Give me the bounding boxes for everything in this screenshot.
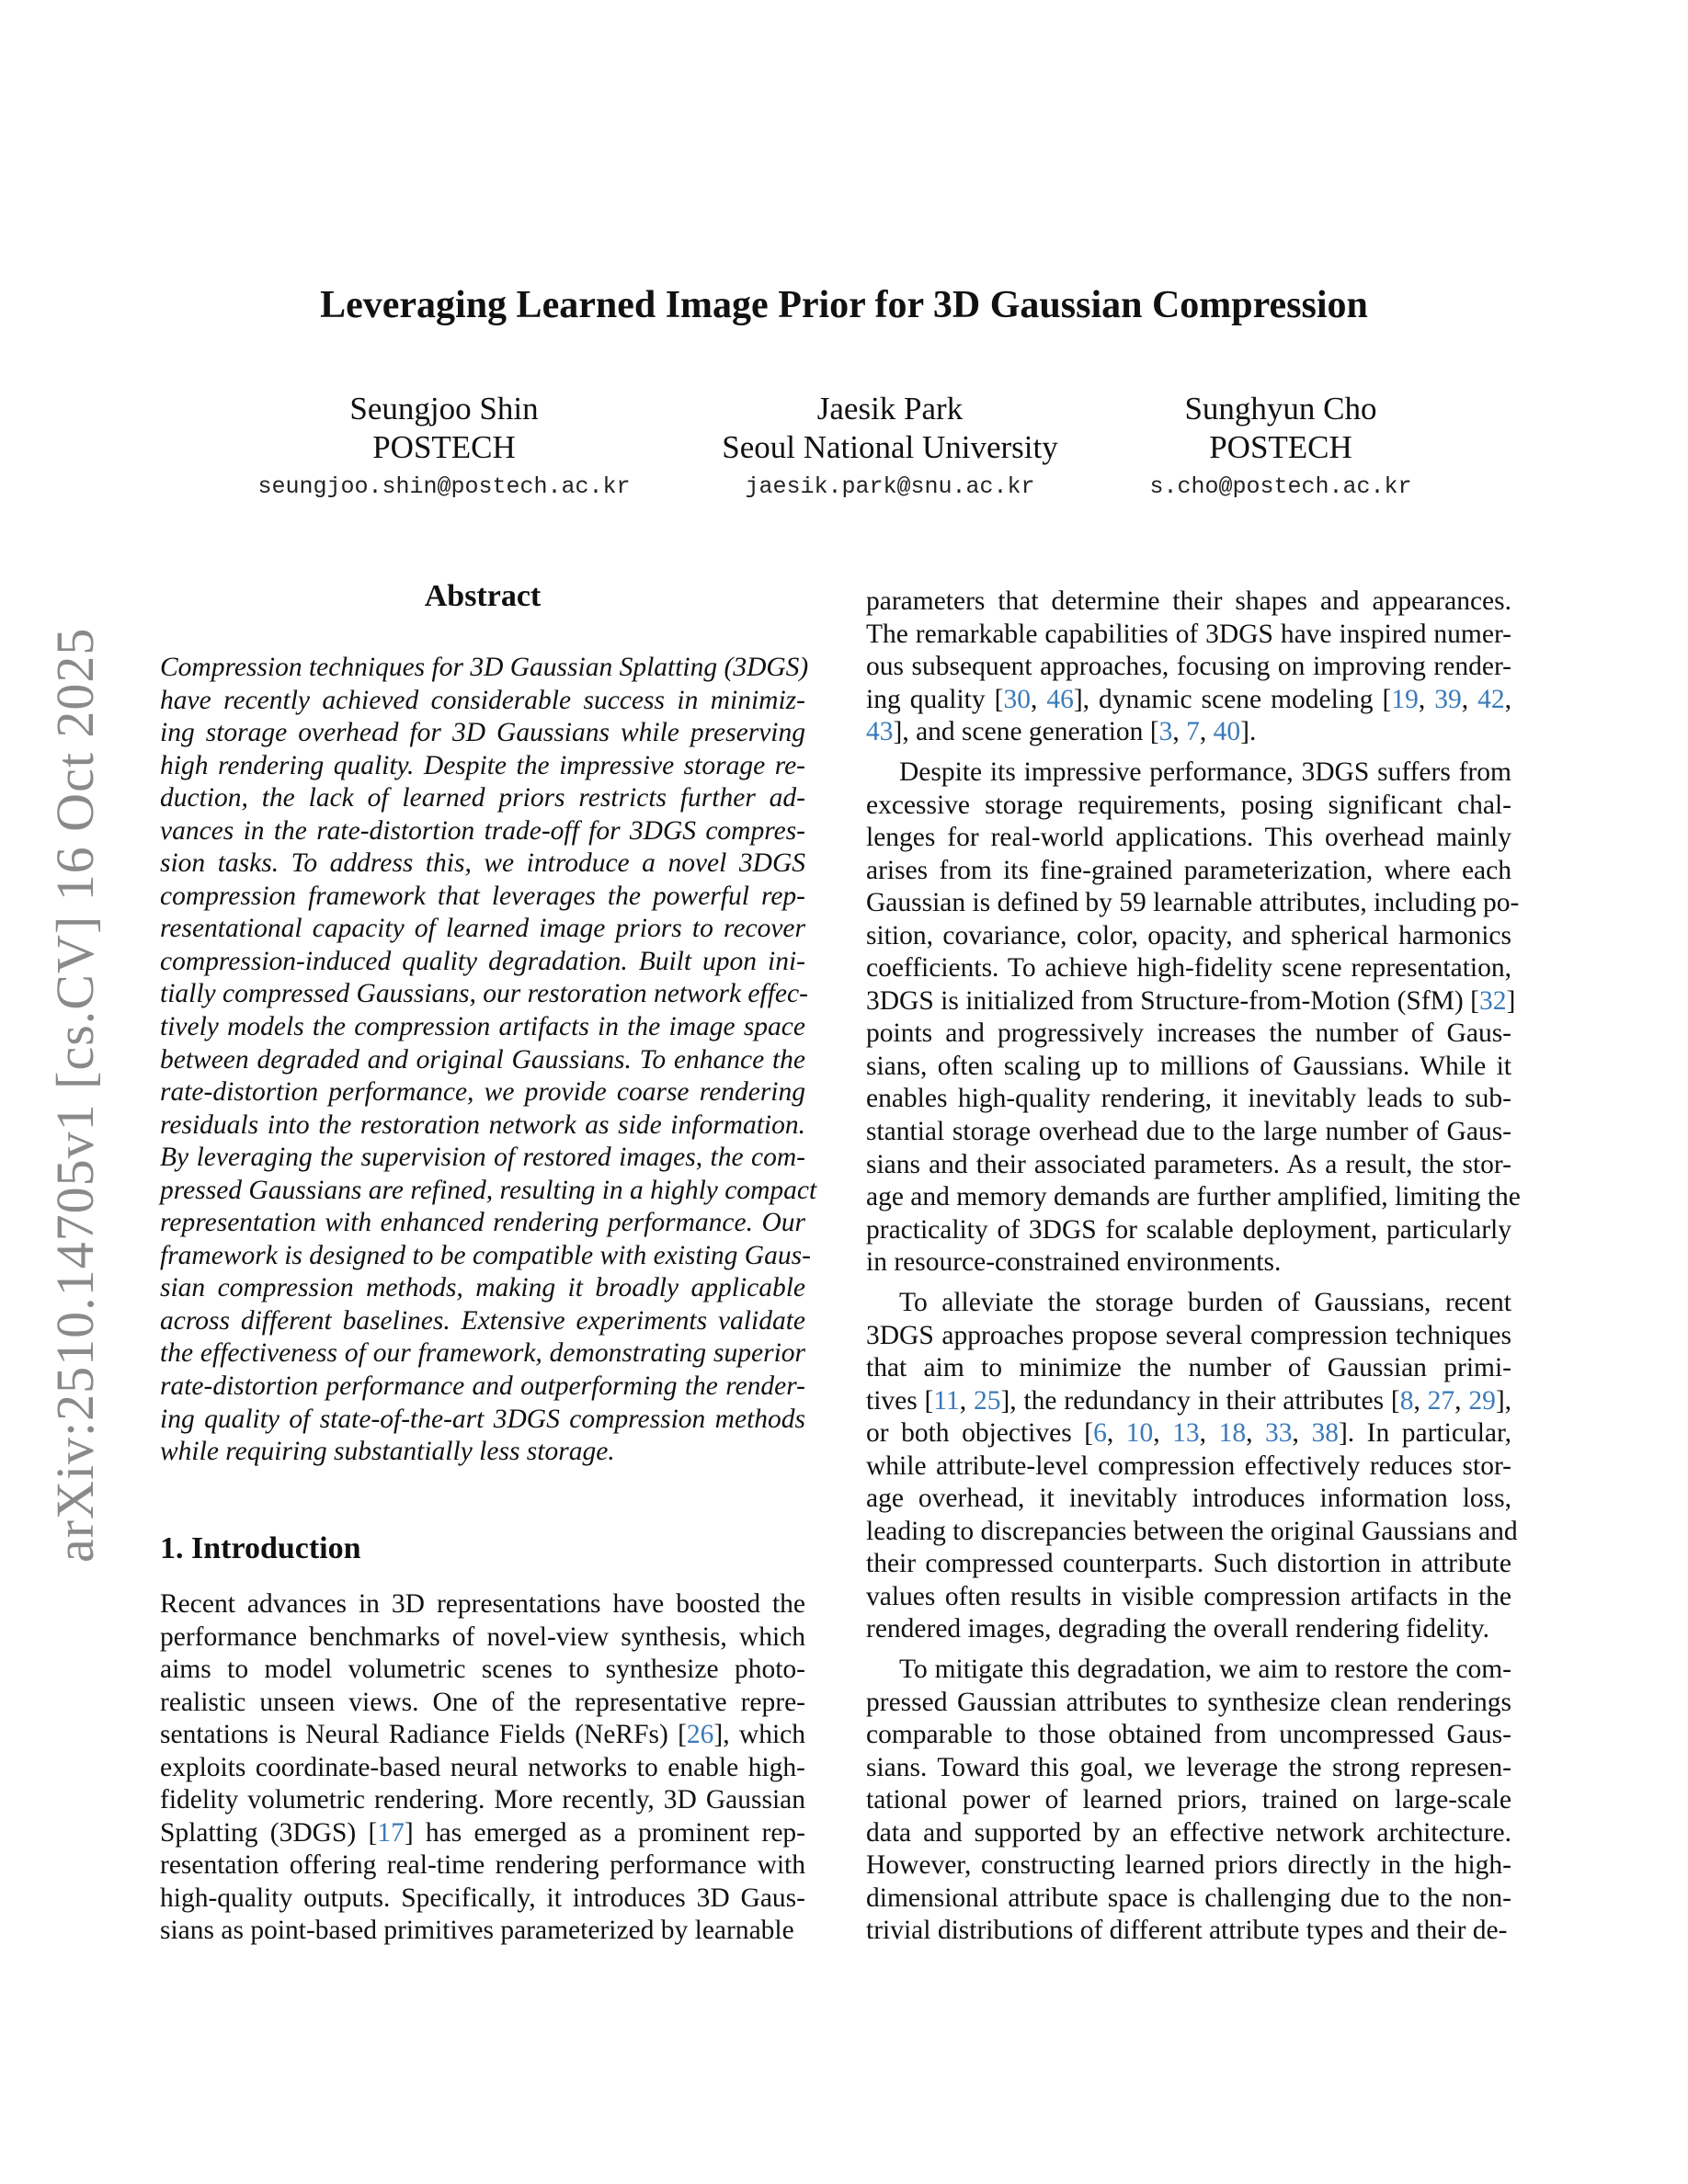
text-line: To mitigate this degradation, we aim to restore the com- — [899, 1655, 1511, 1684]
text-line: vances in the rate-distortion trade-off for 3DGS compres- — [160, 815, 805, 846]
text-line: Gaussian is defined by 59 learnable attributes, including po- — [866, 888, 1520, 918]
text-line: rate-distortion performance and outperforming the render- — [160, 1371, 805, 1402]
abstract-body — [160, 652, 817, 1469]
text-line: ing quality [30, 46], dynamic scene modeling [19, 39, 42, — [866, 684, 1511, 714]
author-affiliation: POSTECH — [1209, 429, 1352, 465]
text-line: have recently achieved considerable success in minimiz- — [160, 685, 805, 715]
abstract-heading: Abstract — [424, 579, 542, 613]
text-line: compression-induced quality degradation. Built upon ini- — [160, 946, 805, 976]
text-line: lenges for real-world applications. This overhead mainly — [866, 823, 1511, 853]
citation-link[interactable]: 43 — [866, 717, 894, 747]
text-line: pressed Gaussian attributes to synthesize clean renderings — [866, 1687, 1511, 1717]
author-email[interactable]: jaesik.park@snu.ac.kr — [745, 473, 1035, 500]
text-line: between degraded and original Gaussians. To enhance the — [160, 1044, 805, 1075]
text-line: leading to discrepancies between the original Gaussians and — [866, 1516, 1518, 1546]
text-line: excessive storage requirements, posing significant chal- — [866, 790, 1511, 820]
author-email[interactable]: s.cho@postech.ac.kr — [1149, 473, 1412, 500]
citation-link[interactable]: 33 — [1265, 1418, 1293, 1449]
citation-link[interactable]: 18 — [1218, 1418, 1247, 1449]
intro-paragraph — [160, 1588, 805, 1948]
citation-link[interactable]: 7 — [1186, 717, 1200, 747]
text-line: tives [11, 25], the redundancy in their attributes [8, 27, 29], — [866, 1385, 1512, 1416]
text-line: ing storage overhead for 3D Gaussians while preserving — [160, 718, 805, 748]
text-line: rendered images, degrading the overall rendering fidelity. — [866, 1614, 1489, 1644]
text-line: across different baselines. Extensive experiments validate — [160, 1305, 805, 1336]
intro-paragraph — [866, 1287, 1518, 1646]
text-line: coefficients. To achieve high-fidelity scene representation, — [866, 953, 1511, 984]
text-line: high-quality outputs. Specifically, it introduces 3D Gaus- — [160, 1883, 805, 1913]
citation-link[interactable]: 13 — [1172, 1418, 1200, 1449]
citation-link[interactable]: 11 — [933, 1385, 960, 1416]
citation-link[interactable]: 39 — [1434, 684, 1462, 714]
author-name: Sunghyun Cho — [1184, 391, 1377, 427]
text-line: values often results in visible compression artifacts in the — [866, 1581, 1511, 1611]
text-line: age overhead, it inevitably introduces information loss, — [866, 1484, 1511, 1514]
text-line: sians, often scaling up to millions of Gaussians. While it — [866, 1051, 1511, 1081]
text-line: while requiring substantially less storage. — [160, 1437, 615, 1467]
citation-link[interactable]: 8 — [1399, 1385, 1414, 1416]
intro-paragraph — [866, 586, 1511, 749]
text-line: framework is designed to be compatible with existing Gaus- — [160, 1240, 811, 1270]
text-line: realistic unseen views. One of the representative repre- — [160, 1687, 805, 1717]
text-line: The remarkable capabilities of 3DGS have inspired numer- — [866, 619, 1512, 649]
text-line: the effectiveness of our framework, demonstrating superior — [160, 1338, 805, 1369]
text-line: dimensional attribute space is challenging due to the non- — [866, 1883, 1511, 1913]
text-line: pressed Gaussians are refined, resulting in a highly compact — [160, 1175, 817, 1205]
text-line: practicality of 3DGS for scalable deployment, particularly — [866, 1214, 1511, 1245]
author-name: Seungjoo Shin — [349, 391, 539, 427]
text-line: aims to model volumetric scenes to synthesize photo- — [160, 1655, 805, 1685]
text-line: age and memory demands are further amplified, limiting the — [866, 1182, 1521, 1212]
citation-link[interactable]: 32 — [1478, 985, 1507, 1016]
citation-link[interactable]: 38 — [1311, 1418, 1339, 1449]
text-line: performance benchmarks of novel-view synthesis, which — [160, 1621, 805, 1652]
text-line: Despite its impressive performance, 3DGS suffers from — [899, 757, 1511, 787]
text-line: Recent advances in 3D representations have boosted the — [160, 1589, 805, 1619]
text-line: duction, the lack of learned priors restricts further ad- — [160, 783, 805, 813]
text-line: comparable to those obtained from uncompressed Gaus- — [866, 1720, 1511, 1750]
citation-link[interactable]: 17 — [377, 1817, 405, 1848]
text-line: sentations is Neural Radiance Fields (NeRFs) [26], which — [160, 1720, 805, 1750]
arxiv-stamp: arXiv:2510.14705v1 [cs.CV] 16 Oct 2025 — [45, 627, 105, 1563]
text-line: 3DGS approaches propose several compression techniques — [866, 1320, 1511, 1350]
text-line: compression framework that leverages the powerful rep- — [160, 881, 805, 911]
text-line: residuals into the restoration network as side information. — [160, 1109, 805, 1140]
text-line: rate-distortion performance, we provide coarse rendering — [160, 1077, 805, 1108]
text-line: Compression techniques for 3D Gaussian Splatting (3DGS) — [160, 653, 809, 682]
introduction-heading: 1. Introduction — [160, 1531, 361, 1565]
text-line: while attribute-level compression effectively reduces stor- — [866, 1450, 1511, 1481]
text-line: By leveraging the supervision of restored images, the com- — [160, 1143, 805, 1173]
citation-link[interactable]: 42 — [1477, 684, 1505, 714]
text-line: Splatting (3DGS) [17] has emerged as a prominent rep- — [160, 1817, 805, 1848]
text-line: However, constructing learned priors directly in the high- — [866, 1850, 1511, 1881]
text-line: data and supported by an effective network architecture. — [866, 1817, 1511, 1848]
paper-title: Leveraging Learned Image Prior for 3D Gaussian Compression — [320, 284, 1368, 326]
citation-link[interactable]: 27 — [1427, 1385, 1455, 1416]
author-block — [1042, 390, 1520, 507]
text-line: arises from its fine-grained parameterization, where each — [866, 855, 1511, 885]
text-line: tially compressed Gaussians, our restoration network effec- — [160, 979, 808, 1009]
text-line: that aim to minimize the number of Gaussian primi- — [866, 1353, 1511, 1383]
author-affiliation: POSTECH — [372, 429, 516, 465]
text-line: 3DGS is initialized from Structure-from-Motion (SfM) [32] — [866, 985, 1516, 1016]
citation-link[interactable]: 46 — [1046, 684, 1074, 714]
author-affiliation: Seoul National University — [722, 429, 1058, 465]
text-line: sians and their associated parameters. As a result, the stor- — [866, 1149, 1511, 1179]
intro-paragraph — [866, 756, 1521, 1280]
text-line: sians as point-based primitives parameterized by learnable — [160, 1916, 794, 1946]
citation-link[interactable]: 6 — [1093, 1418, 1107, 1449]
citation-link[interactable]: 26 — [686, 1720, 714, 1750]
citation-link[interactable]: 29 — [1468, 1385, 1496, 1416]
text-line: resentation offering real-time rendering performance with — [160, 1850, 805, 1881]
text-line: or both objectives [6, 10, 13, 18, 33, 38]. In particular, — [866, 1418, 1512, 1449]
author-email[interactable]: seungjoo.shin@postech.ac.kr — [257, 473, 631, 500]
citation-link[interactable]: 30 — [1003, 684, 1031, 714]
text-line: exploits coordinate-based neural networks to enable high- — [160, 1752, 805, 1782]
text-line: fidelity volumetric rendering. More recently, 3D Gaussian — [160, 1785, 805, 1815]
text-line: tively models the compression artifacts in the image space — [160, 1012, 805, 1042]
text-line: sition, covariance, color, opacity, and spherical harmonics — [866, 920, 1511, 950]
text-line: sians. Toward this goal, we leverage the strong represen- — [866, 1752, 1511, 1782]
text-line: ous subsequent approaches, focusing on improving render- — [866, 652, 1511, 682]
text-line: enables high-quality rendering, it inevitably leads to sub- — [866, 1084, 1511, 1114]
text-line: their compressed counterparts. Such distortion in attribute — [866, 1549, 1511, 1579]
citation-link[interactable]: 25 — [973, 1385, 1001, 1416]
intro-paragraph — [866, 1654, 1511, 1948]
text-line: sian compression methods, making it broadly applicable — [160, 1273, 805, 1303]
text-line: representation with enhanced rendering performance. Our — [160, 1208, 805, 1238]
text-line: tational power of learned priors, trained on large-scale — [866, 1785, 1511, 1815]
citation-link[interactable]: 10 — [1125, 1418, 1154, 1449]
citation-link[interactable]: 3 — [1158, 717, 1173, 747]
citation-link[interactable]: 19 — [1391, 684, 1419, 714]
text-line: trivial distributions of different attribute types and their de- — [866, 1916, 1508, 1946]
citation-link[interactable]: 40 — [1213, 717, 1241, 747]
text-line: resentational capacity of learned image priors to recover — [160, 914, 805, 944]
text-line: parameters that determine their shapes and appearances. — [866, 586, 1511, 616]
text-line: in resource-constrained environments. — [866, 1247, 1282, 1278]
text-line: sion tasks. To address this, we introduce a novel 3DGS — [160, 848, 805, 879]
text-line: 43], and scene generation [3, 7, 40]. — [866, 717, 1257, 747]
text-line: high rendering quality. Despite the impressive storage re- — [160, 750, 805, 780]
text-line: To alleviate the storage burden of Gaussians, recent — [899, 1288, 1511, 1317]
text-line: points and progressively increases the number of Gaus- — [866, 1018, 1511, 1049]
author-name: Jaesik Park — [816, 391, 964, 427]
text-line: ing quality of state-of-the-art 3DGS compression methods — [160, 1404, 805, 1434]
text-line: stantial storage overhead due to the large number of Gaus- — [866, 1117, 1511, 1147]
author-block — [205, 390, 683, 507]
